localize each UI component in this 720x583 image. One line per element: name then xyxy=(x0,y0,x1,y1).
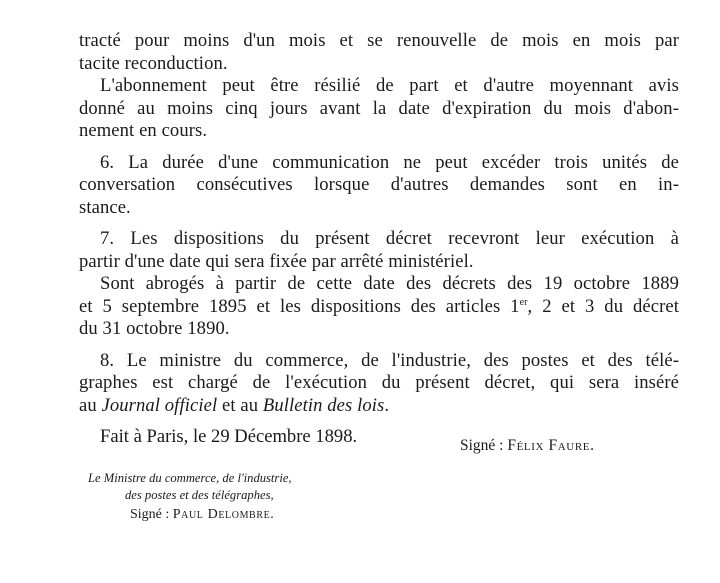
text-segment: et 5 septembre 1895 et les dispositions des articles 1 xyxy=(79,295,520,317)
president-name: Félix Faure. xyxy=(507,437,595,454)
text-line: tacite reconduction. xyxy=(79,52,228,74)
minister-title-line: des postes et des télégraphes, xyxy=(125,488,274,502)
fait-a-paris: Fait à Paris, le 29 Décembre 1898. xyxy=(100,426,358,447)
text-segment: , 2 et 3 du décret xyxy=(527,295,679,317)
article-8 xyxy=(79,350,679,418)
president-signature xyxy=(460,437,595,455)
article-6 xyxy=(79,152,679,220)
signe-label: Signé : xyxy=(130,507,170,522)
journal-officiel-title: Journal officiel xyxy=(101,394,218,416)
text-line xyxy=(79,395,679,418)
text-line: Sont abrogés à partir de cette date des décrets des 19 octobre 1889 xyxy=(100,273,679,294)
ordinal-superscript: er xyxy=(519,296,528,308)
text-line: conversation consécutives lorsque d'autres demandes sont en in- xyxy=(79,174,679,195)
text-line: du 31 octobre 1890. xyxy=(79,318,230,339)
text-line: graphes est chargé de l'exécution du présent décret, qui sera inséré xyxy=(79,372,679,393)
text-line: 7. Les dispositions du présent décret recevront leur exécution à xyxy=(100,228,679,249)
text-line: 8. Le ministre du commerce, de l'industrie, des postes et des télé- xyxy=(100,349,679,371)
decree-text xyxy=(79,30,679,449)
text-line: 6. La durée d'une communication ne peut excéder trois unités de xyxy=(100,151,679,173)
bulletin-des-lois-title: Bulletin des lois xyxy=(262,394,385,416)
text-line xyxy=(79,296,679,319)
minister-signature xyxy=(130,507,274,523)
text-segment: au xyxy=(79,394,102,416)
text-line: tracté pour moins d'un mois et se renouvelle de mois en mois par xyxy=(79,30,679,51)
text-line: partir d'une date qui sera fixée par arrêté ministériel. xyxy=(79,250,474,272)
article-7 xyxy=(79,228,679,341)
minister-name: Paul Delombre. xyxy=(172,507,275,522)
minister-title-line: Le Ministre du commerce, de l'industrie, xyxy=(88,471,292,485)
text-line: stance. xyxy=(79,196,131,218)
text-segment: . xyxy=(384,394,390,416)
text-line: donné au moins cinq jours avant la date d'expiration du mois d'abon- xyxy=(79,97,679,119)
minister-title xyxy=(88,470,292,504)
text-segment: et au xyxy=(217,394,263,416)
text-line: L'abonnement peut être résilié de part et d'autre moyennant avis xyxy=(100,75,679,96)
text-line: nement en cours. xyxy=(79,120,208,141)
signe-label: Signé : xyxy=(460,437,504,454)
paragraph-abonnement xyxy=(79,30,679,143)
